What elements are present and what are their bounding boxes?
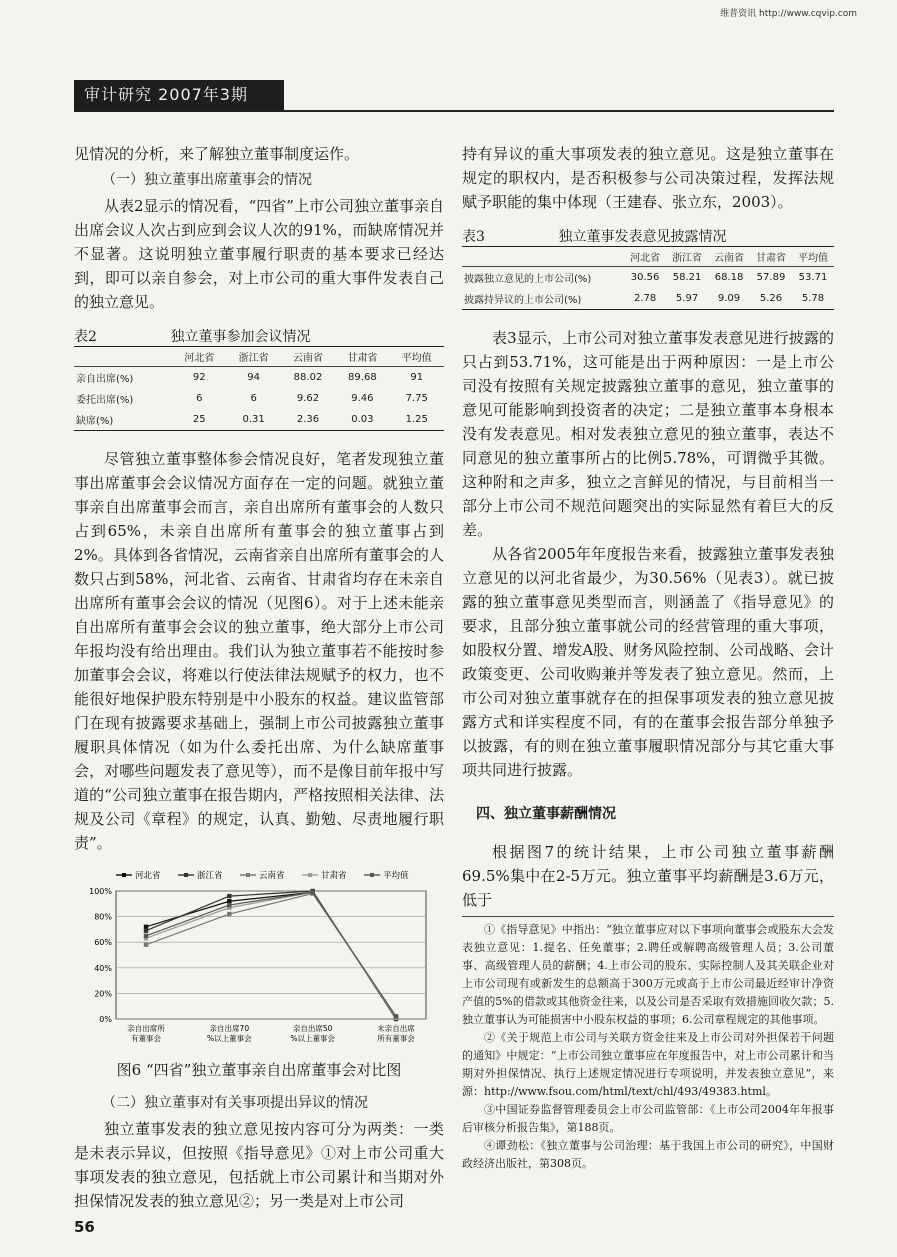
table-3-label: 表3 xyxy=(462,229,485,245)
y-tick-label: 100% xyxy=(89,887,112,896)
table-2-cell: 0.31 xyxy=(242,414,265,425)
data-point xyxy=(144,934,148,938)
data-point xyxy=(227,912,231,916)
y-tick-label: 60% xyxy=(94,938,112,948)
data-point xyxy=(144,928,148,932)
plot-frame xyxy=(116,891,426,1019)
data-point xyxy=(227,899,231,903)
left-column xyxy=(74,142,444,1213)
table-2-header-cell: 甘肃省 xyxy=(335,347,389,367)
table-3-cell: 5.97 xyxy=(675,293,699,304)
table-2-cell: 9.62 xyxy=(296,393,320,404)
table-3-cell: 30.56 xyxy=(630,272,660,283)
table-2-cell: 92 xyxy=(192,372,206,383)
subheading-dissent: （二）独立董事对有关事项提出异议的情况 xyxy=(102,1095,368,1111)
right-paragraph-1: 持有异议的重大事项发表的独立意见。这是独立董事在规定的职权内，是否积极参与公司决策过程，发挥法规赋予职能的集中体现（王建春、张立东，2003）。 xyxy=(462,145,834,211)
table-2-header-cell: 云南省 xyxy=(281,347,335,367)
series-line-4 xyxy=(146,892,396,1016)
table-2-header-cell xyxy=(74,347,172,367)
footnote-4: ④谭劲松：《独立董事与公司治理：基于我国上市公司的研究》，中国财政经济出版社，第308页。 xyxy=(462,1139,834,1170)
table-3-cell: 57.89 xyxy=(756,272,786,283)
page-number: 56 xyxy=(74,1218,95,1236)
figure-6 xyxy=(74,863,444,1053)
table-2-cell: 9.46 xyxy=(351,393,374,404)
table-3-cell: 5.26 xyxy=(759,293,783,304)
series-line-0 xyxy=(146,892,396,1017)
table-2-cell: 25 xyxy=(192,414,206,425)
x-tick-label: 亲自出席50 %以上董事会 xyxy=(290,1024,335,1043)
series-line-2 xyxy=(146,894,396,1017)
table-3-cell: 53.71 xyxy=(798,272,828,283)
table-3-row xyxy=(462,267,834,289)
section-heading-compensation: 四、独立董事薪酬情况 xyxy=(476,806,616,822)
table-3-header-cell: 甘肃省 xyxy=(750,247,792,267)
series-line-1 xyxy=(146,891,396,1019)
y-tick-label: 80% xyxy=(94,912,112,922)
series-line-3 xyxy=(146,892,396,1017)
table-2-cell: 6 xyxy=(196,393,203,404)
table-2-cell: 缺席(%) xyxy=(76,416,114,427)
legend-marker xyxy=(308,873,312,877)
data-point xyxy=(227,894,231,898)
table-3 xyxy=(462,228,834,310)
table-3-cell: 2.78 xyxy=(633,293,657,304)
data-point xyxy=(144,925,148,929)
left-paragraph-1: 见情况的分析，来了解独立董事制度运作。 xyxy=(74,145,360,163)
table-2-cell: 89.68 xyxy=(348,372,377,383)
table-3-header-cell: 浙江省 xyxy=(666,247,708,267)
right-paragraph-4: 根据图7的统计结果，上市公司独立董事薪酬69.5%集中在2-5万元。独立董事平均薪酬是3.6万元，低于 xyxy=(462,843,834,909)
legend-marker xyxy=(246,873,250,877)
x-tick-label: 亲自出席70 %以上董事会 xyxy=(207,1024,252,1043)
table-3-grid xyxy=(462,246,834,310)
legend-label: 云南省 xyxy=(259,871,285,881)
table-2-header-cell: 浙江省 xyxy=(226,347,280,367)
footnote-3: ③中国证券监督管理委员会上市公司监管部：《上市公司2004年年报事后审核分析报告集》，第188页。 xyxy=(462,1103,834,1134)
table-2-cell: 94 xyxy=(247,372,260,383)
table-3-cell: 9.09 xyxy=(717,293,741,304)
table-2-row xyxy=(74,409,444,431)
table-2-cell: 亲自出席(%) xyxy=(76,374,134,385)
table-3-cell: 68.18 xyxy=(714,272,744,283)
table-2-cell: 88.02 xyxy=(293,372,323,383)
attendance-line-chart xyxy=(74,863,444,1053)
watermark: 维普资讯 http://www.cqvip.com xyxy=(720,9,857,19)
table-2-cell: 6 xyxy=(250,393,257,404)
table-2-cell: 委托出席(%) xyxy=(76,395,134,406)
table-2-cell: 1.25 xyxy=(405,414,428,425)
table-3-header-cell: 平均值 xyxy=(792,247,834,267)
table-3-cell: 披露持异议的上市公司(%) xyxy=(464,295,582,306)
legend-label: 河北省 xyxy=(135,871,161,881)
table-2-header-cell: 河北省 xyxy=(172,347,226,367)
table-2-header-cell: 平均值 xyxy=(390,347,444,367)
legend-label: 甘肃省 xyxy=(321,871,347,881)
table-3-row xyxy=(462,288,834,310)
left-paragraph-3: 尽管独立董事整体参会情况良好，笔者发现独立董事出席董事会会议情况方面存在一定的问题。就独立董事亲自出席董事会而言，亲自出席所有董事会的人数只占到65%，未亲自出席所有董事会的独立董事占到2%。具体到各省情况，云南省亲自出席所有董事会的人数只占到58%，河北省、云南省、甘肃省均存在未亲自出席所有董事会会议的情况（见图6）。对于上述未能亲自出席所有董事会会议的独立董事，绝大部分上市公司年报均没有给出理由。我们认为独立董事若不能按时参加董事会会议，将难以行使法律法规赋予的权力，也不能很好地保护股东特别是中小股东的权益。建议监管部门在现有披露要求基础上，强制上市公司披露独立董事履职具体情况（如为什么委托出席、为什么缺席董事会，对哪些问题发表了意见等），而不是像目前年报中写道的“公司独立董事在报告期内，严格按照相关法律、法规及公司《章程》的规定，认真、勤勉、尽责地履行职责”。 xyxy=(74,450,444,852)
legend-marker xyxy=(122,873,126,877)
y-tick-label: 40% xyxy=(94,963,112,973)
y-tick-label: 0% xyxy=(99,1015,112,1024)
data-point xyxy=(144,943,148,947)
subheading-attendance: （一）独立董事出席董事会的情况 xyxy=(102,172,312,188)
right-paragraph-3: 从各省2005年年度报告来看，披露独立董事发表独立意见的以河北省最少，为30.56%（见表3）。就已披露的独立董事意见类型而言，则涵盖了《指导意见》的要求，且部分独立董事就公司的经营管理的重大事项，如股权分置、增发A股、财务风险控制、公司战略、会计政策变更、公司收购兼并等发表了独立意见。然而，上市公司对独立董事就存在的担保事项发表的独立意见披露方式和详实程度不同，有的在董事会报告部分单独予以披露，有的则在独立董事履职情况部分与其它重大事项共同进行披露。 xyxy=(462,545,834,779)
table-3-header-cell: 河北省 xyxy=(624,247,666,267)
table-2-cell: 0.03 xyxy=(351,414,374,425)
left-paragraph-4: 独立董事发表的独立意见按内容可分为两类：一类是未表示异议，但按照《指导意见》①对上市公司重大事项发表的独立意见，包括就上市公司累计和当期对外担保情况发表的独立意见②；另一类是对上市公司 xyxy=(74,1120,444,1210)
table-2 xyxy=(74,328,444,431)
right-column xyxy=(462,142,834,1173)
footnote-1: ①《指导意见》中指出：“独立董事应对以下事项向董事会或股东大会发表独立意见：1.提名、任免董事；2.聘任或解聘高级管理人员；3.公司董事、高级管理人员的薪酬；4.上市公司的股东、实际控制人及其关联企业对上市公司现有或新发生的总额高于300万元或高于上市公司最近经审计净资产值的5%的借款或其他资金往来，以及公司是否采取有效措施回收欠款；5.独立董事认为可能损害中小股东权益的事项；6.公司章程规定的其他事项。 xyxy=(462,923,834,1026)
table-3-header-cell xyxy=(462,247,624,267)
figure-6-caption: 图6 “四省”独立董事亲自出席董事会对比图 xyxy=(116,1061,402,1079)
data-point xyxy=(227,903,231,907)
table-3-header-cell: 云南省 xyxy=(708,247,750,267)
legend-label: 平均值 xyxy=(383,871,409,881)
table-2-cell: 91 xyxy=(410,372,424,383)
header-rule xyxy=(74,110,834,112)
left-paragraph-2: 从表2显示的情况看，“四省”上市公司独立董事亲自出席会议人次占到应到会议人次的91%，而缺席情况并不显著。这说明独立董事履行职责的基本要求已经达到，即可以亲自参会，对上市公司的重大事件发表自己的独立意见。 xyxy=(74,197,444,311)
right-paragraph-2: 表3显示，上市公司对独立董事发表意见进行披露的只占到53.71%，这可能是出于两种原因：一是上市公司没有按照有关规定披露独立董事的意见，独立董事的意见可能影响到投资者的决定；二是独立董事本身根本没有发表意见。相对发表独立意见的独立董事，表达不同意见的独立董事所占的比例5.78%，可谓微乎其微。这种附和之声多，独立之言鲜见的情况，与目前相当一部分上市公司不规范问题突出的实际显然有着巨大的反差。 xyxy=(462,329,834,539)
table-2-row xyxy=(74,367,444,389)
footnote-rule xyxy=(462,916,834,917)
table-3-title: 独立董事发表意见披露情况 xyxy=(558,229,727,245)
data-point xyxy=(394,1014,398,1018)
data-point xyxy=(310,890,314,894)
journal-header: 审计研究 2007年3期 xyxy=(74,80,284,110)
table-2-cell: 7.75 xyxy=(405,393,428,404)
table-2-title: 独立董事参加会议情况 xyxy=(170,329,311,345)
legend-marker xyxy=(370,873,374,877)
table-3-cell: 58.21 xyxy=(672,272,702,283)
legend-label: 浙江省 xyxy=(197,871,223,881)
table-2-row xyxy=(74,388,444,409)
y-tick-label: 20% xyxy=(94,989,112,999)
legend-marker xyxy=(184,873,188,877)
x-tick-label: 未亲自出席所有董事会 xyxy=(377,1024,415,1043)
table-3-cell: 披露独立意见的上市公司(%) xyxy=(464,274,592,285)
table-2-label: 表2 xyxy=(74,329,97,345)
x-tick-label: 亲自出席所有董事会 xyxy=(127,1024,165,1043)
table-2-cell: 2.36 xyxy=(296,414,320,425)
footnote-2: ②《关于规范上市公司与关联方资金往来及上市公司对外担保若干问题的通知》中规定：“上市公司独立董事应在年度报告中，对上市公司累计和当期对外担保情况、执行上述规定情况进行专项说明，并发表独立意见”，来源：http://www.fsou.com/html/text/chl/493/49383.html。 xyxy=(462,1031,834,1098)
table-3-cell: 5.78 xyxy=(801,293,825,304)
table-2-grid xyxy=(74,346,444,431)
